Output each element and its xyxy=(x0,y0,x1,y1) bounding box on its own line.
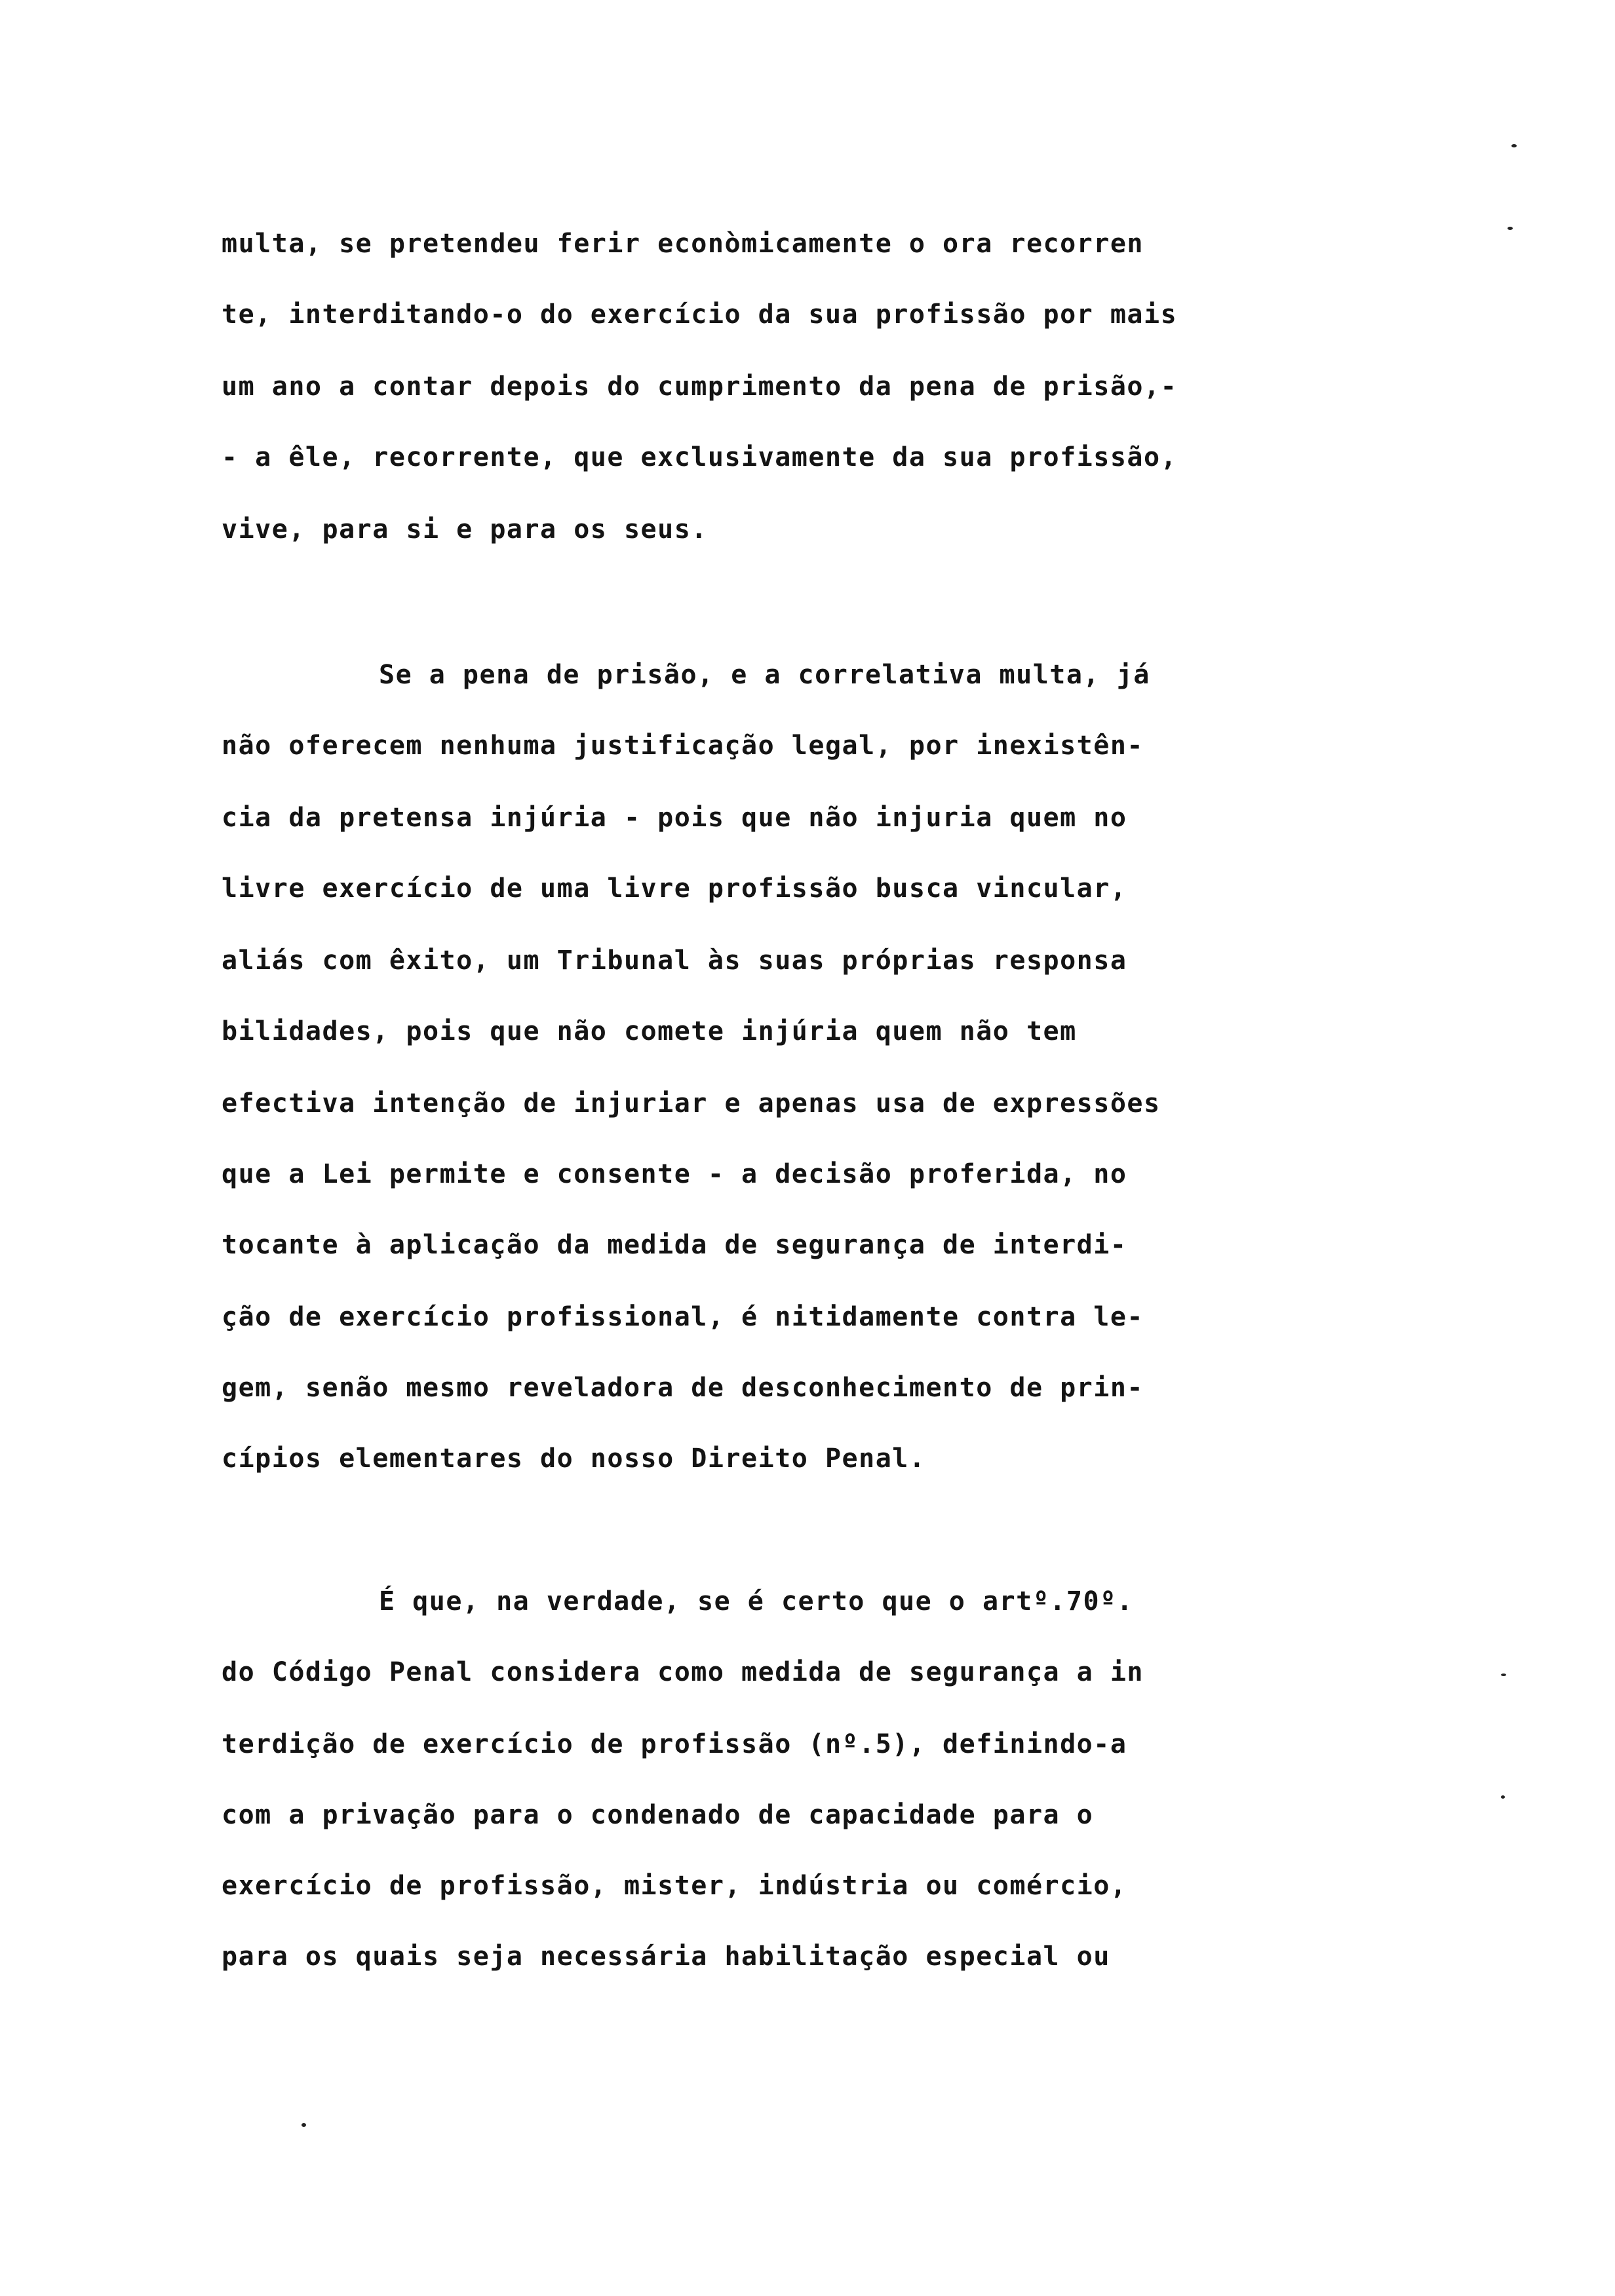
scan-speck xyxy=(302,2123,306,2127)
text-line: É que, na verdade, se é certo que o artº.70º. xyxy=(379,1586,1134,1617)
text-line: do Código Penal considera como medida de segurança a in xyxy=(222,1657,1144,1687)
scan-speck xyxy=(1501,1674,1506,1676)
text-line: efectiva intenção de injuriar e apenas usa de expressões xyxy=(222,1088,1161,1119)
text-line: bilidades, pois que não comete injúria quem não tem xyxy=(222,1016,1077,1046)
text-line: para os quais seja necessária habilitação especial ou xyxy=(222,1942,1110,1972)
text-line: livre exercício de uma livre profissão busca vincular, xyxy=(222,873,1127,904)
text-line: um ano a contar depois do cumprimento da pena de prisão,- xyxy=(222,372,1178,402)
text-line: multa, se pretendeu ferir econòmicamente o ora recorren xyxy=(222,229,1144,259)
text-line: gem, senão mesmo reveladora de desconhecimento de prin- xyxy=(222,1373,1144,1403)
text-line: vive, para si e para os seus. xyxy=(222,514,708,545)
text-line: cia da pretensa injúria - pois que não injuria quem no xyxy=(222,803,1127,833)
text-line: exercício de profissão, mister, indústria ou comércio, xyxy=(222,1871,1127,1901)
text-line: não oferecem nenhuma justificação legal, por inexistên- xyxy=(222,731,1144,761)
text-line: te, interditando-o do exercício da sua profissão por mais xyxy=(222,299,1178,330)
scan-speck xyxy=(1511,144,1517,147)
scan-speck xyxy=(1501,1795,1505,1799)
text-line: Se a pena de prisão, e a correlativa multa, já xyxy=(379,660,1150,690)
text-line: que a Lei permite e consente - a decisão proferida, no xyxy=(222,1159,1127,1189)
text-line: com a privação para o condenado de capacidade para o xyxy=(222,1800,1094,1830)
text-line: - a êle, recorrente, que exclusivamente da sua profissão, xyxy=(222,442,1178,472)
text-line: ção de exercício profissional, é nitidamente contra le- xyxy=(222,1302,1144,1332)
scan-speck xyxy=(1508,227,1513,230)
text-line: cípios elementares do nosso Direito Penal. xyxy=(222,1444,926,1474)
text-line: tocante à aplicação da medida de segurança de interdi- xyxy=(222,1230,1127,1260)
text-line: terdição de exercício de profissão (nº.5), definindo-a xyxy=(222,1729,1127,1759)
text-line: aliás com êxito, um Tribunal às suas próprias responsa xyxy=(222,946,1127,976)
